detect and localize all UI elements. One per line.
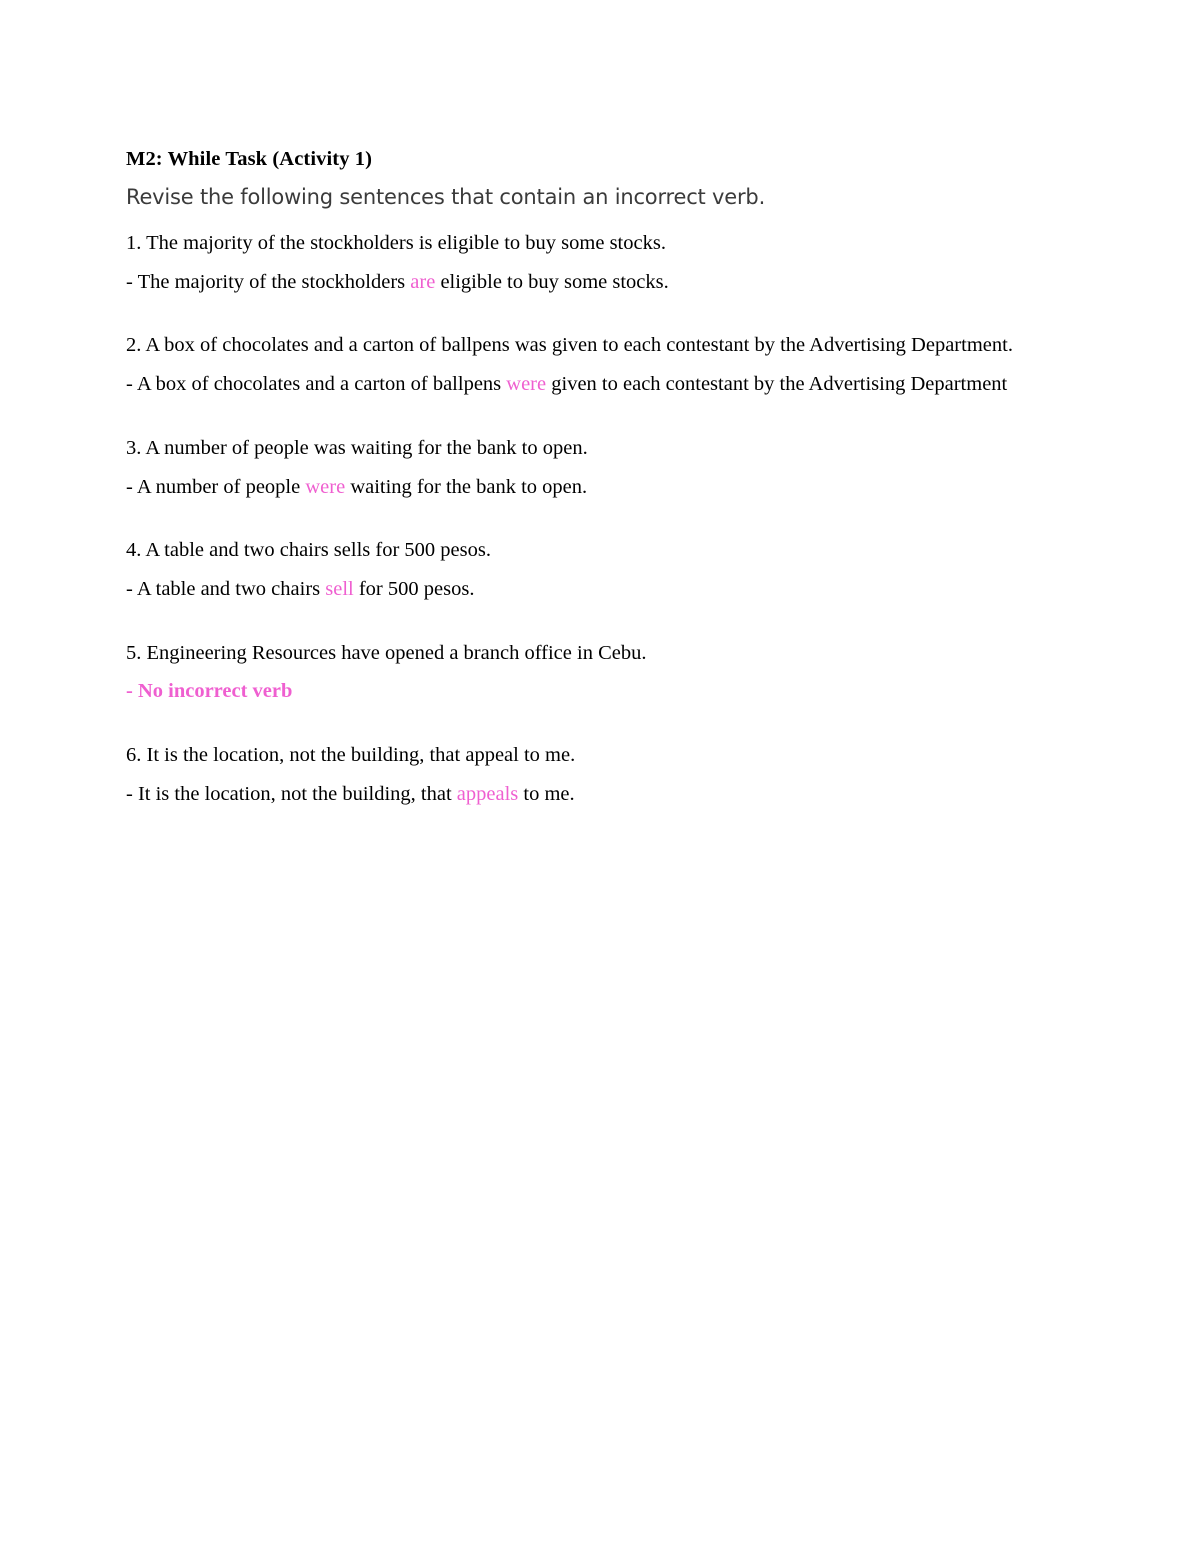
answer-suffix: for 500 pesos.: [353, 578, 475, 601]
exercise-item: [126, 434, 1146, 502]
answer-prefix: - A number of people: [126, 475, 306, 498]
answer-suffix: to me.: [518, 782, 575, 805]
exercise-prompt: 5. Engineering Resources have opened a branch office in Cebu.: [126, 641, 647, 664]
exercise-prompt: 3. A number of people was waiting for the bank to open.: [126, 436, 588, 459]
answer-correction: were: [305, 475, 346, 498]
exercise-answer: [126, 780, 1146, 810]
answer-prefix: - A box of chocolates and a carton of ballpens: [126, 373, 507, 396]
exercise-item: [126, 536, 1146, 604]
answer-prefix: - A table and two chairs: [126, 578, 326, 601]
answer-suffix: waiting for the bank to open.: [345, 475, 588, 498]
exercise-answer: [126, 473, 1146, 503]
answer-prefix: - It is the location, not the building, that: [126, 782, 457, 805]
answer-correction: No incorrect verb: [137, 680, 293, 703]
exercise-item: [126, 331, 1146, 399]
exercise-answer: [126, 575, 1146, 605]
answer-suffix: given to each contestant by the Advertising Department: [546, 373, 1008, 396]
answer-correction: appeals: [456, 782, 519, 805]
answer-prefix: -: [126, 680, 138, 703]
page-title: M2: While Task (Activity 1): [126, 148, 373, 170]
instructions-text: Revise the following sentences that contain an incorrect verb.: [126, 185, 766, 209]
exercise-prompt: 6. It is the location, not the building, that appeal to me.: [126, 744, 576, 767]
answer-correction: sell: [325, 578, 354, 601]
exercise-item: [126, 639, 1146, 707]
exercise-prompt: 2. A box of chocolates and a carton of ballpens was given to each contestant by the Advertising Department.: [126, 334, 1013, 357]
answer-correction: were: [506, 373, 547, 396]
exercise-answer: [126, 677, 1146, 707]
answer-suffix: eligible to buy some stocks.: [435, 270, 669, 293]
exercise-answer: [126, 268, 1146, 298]
answer-correction: are: [410, 270, 436, 293]
document-body: [126, 148, 1146, 844]
answer-prefix: - The majority of the stockholders: [126, 270, 411, 293]
exercise-prompt: 1. The majority of the stockholders is eligible to buy some stocks.: [126, 232, 666, 254]
exercise-answer: [126, 370, 1146, 400]
exercise-prompt: 4. A table and two chairs sells for 500 pesos.: [126, 539, 491, 562]
exercise-item: [126, 229, 1146, 297]
exercise-item: [126, 741, 1146, 809]
